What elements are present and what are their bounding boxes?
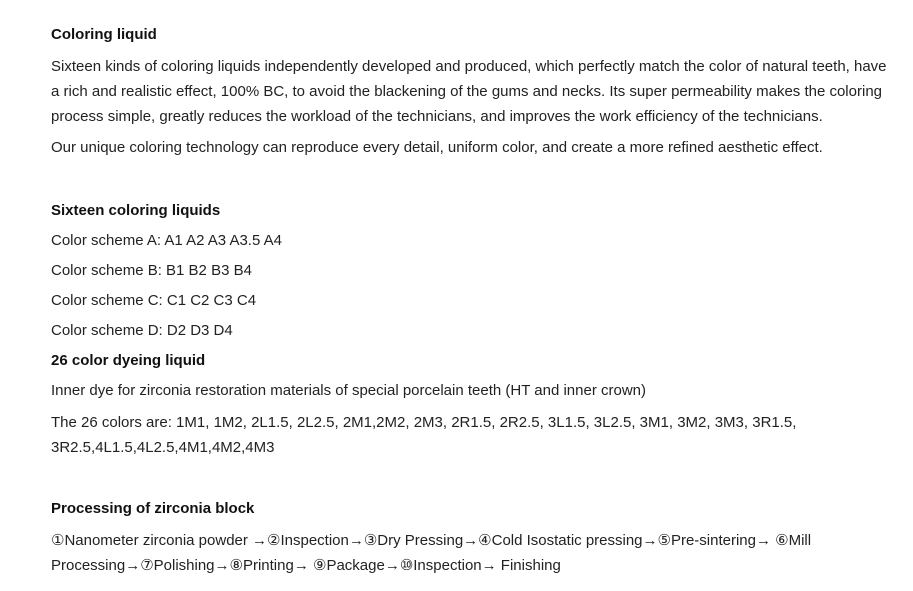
paragraph: Sixteen kinds of coloring liquids independently developed and produced, which perfectly match the color of natural teeth, have a rich and realistic effect, 100% BC, to avoid the blackening of the gums and necks. Its super permeability makes the coloring process simple, greatly reduces the workload of the technicians, and improves the work efficiency of the technicians. <box>51 58 887 125</box>
color-scheme-line: Color scheme D: D2 D3 D4 <box>51 322 233 339</box>
paragraph: The 26 colors are: 1M1, 1M2, 2L1.5, 2L2.5, 2M1,2M2, 2M3, 2R1.5, 2R2.5, 3L1.5, 3L2.5, 3M1, 3M2, 3M3, 3R1.5, 3R2.5,4L1.5,4L2.5,4M1,4M2,4M3 <box>51 414 797 456</box>
section-sixteen-coloring-liquids <box>51 200 891 342</box>
color-scheme-line: Color scheme A: A1 A2 A3 A3.5 A4 <box>51 232 282 249</box>
document-body <box>51 24 891 578</box>
section-heading: 26 color dyeing liquid <box>51 352 206 369</box>
color-scheme-line: Color scheme B: B1 B2 B3 B4 <box>51 262 252 279</box>
paragraph: Our unique coloring technology can reproduce every detail, uniform color, and create a more refined aesthetic effect. <box>51 139 823 156</box>
section-processing-zirconia-block <box>51 498 891 578</box>
section-heading: Coloring liquid <box>51 26 157 43</box>
paragraph: ①Nanometer zirconia powder →②Inspection→③Dry Pressing→④Cold Isostatic pressing→⑤Pre-sintering→ ⑥Mill Processing→⑦Polishing→⑧Printing→ ⑨Package→⑩Inspection→ Finishing <box>51 532 812 574</box>
color-scheme-line: Color scheme C: C1 C2 C3 C4 <box>51 292 257 309</box>
section-26-color-dyeing-liquid <box>51 350 891 460</box>
paragraph: Inner dye for zirconia restoration materials of special porcelain teeth (HT and inner crown) <box>51 382 647 399</box>
section-coloring-liquid <box>51 24 891 160</box>
section-heading: Processing of zirconia block <box>51 500 255 517</box>
section-heading: Sixteen coloring liquids <box>51 202 221 219</box>
